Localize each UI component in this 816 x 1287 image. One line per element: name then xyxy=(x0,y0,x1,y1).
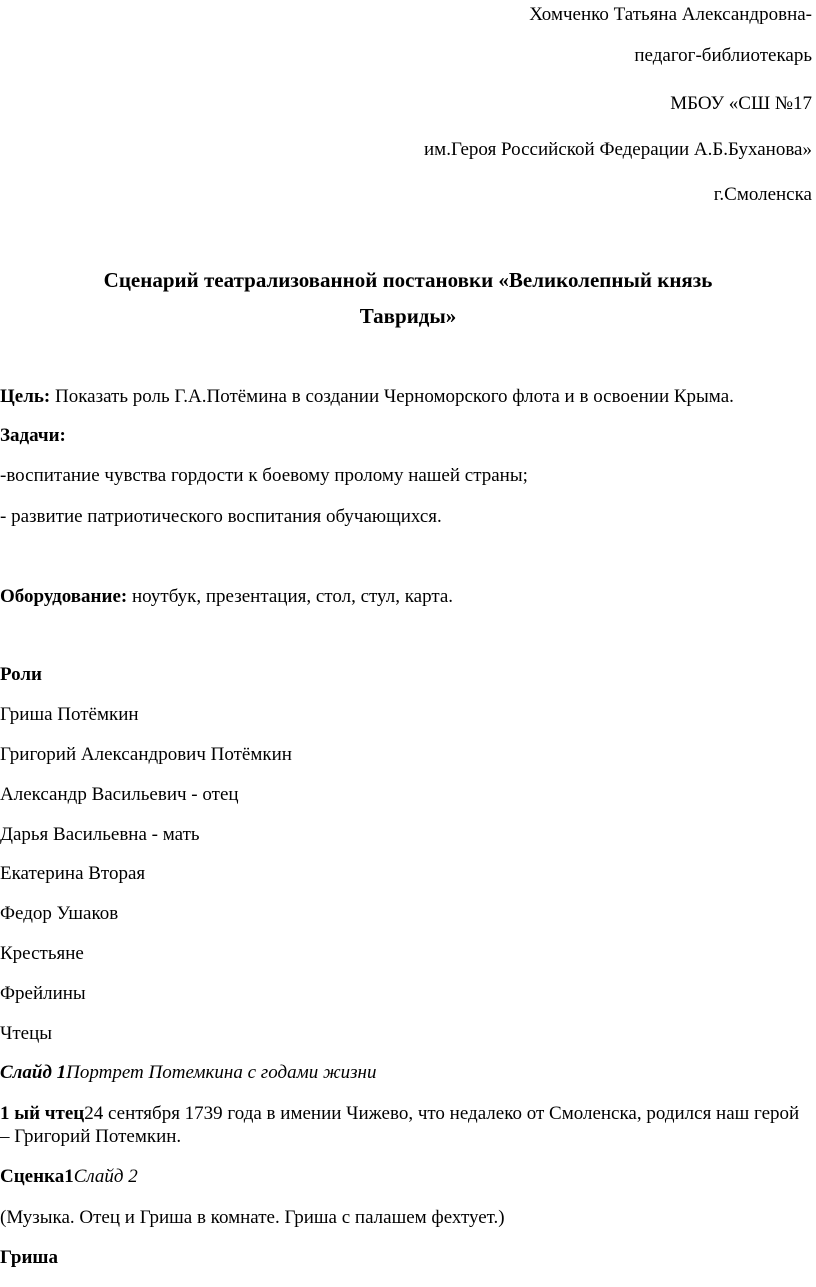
stage-direction: (Музыка. Отец и Гриша в комнате. Гриша с палашем фехтует.) xyxy=(0,1207,505,1228)
speaker-label: Гриша xyxy=(0,1247,58,1268)
header-named-after: им.Героя Российской Федерации А.Б.Буханова» xyxy=(424,139,812,160)
equipment-text: ноутбук, презентация, стол, стул, карта. xyxy=(127,586,454,607)
role-item: Федор Ушаков xyxy=(0,903,119,924)
equipment-label: Оборудование: xyxy=(0,586,128,607)
header-school: МБОУ «СШ №17 xyxy=(670,93,812,114)
role-item: Григорий Александрович Потёмкин xyxy=(0,744,292,765)
roles-label: Роли xyxy=(0,664,42,685)
goal-paragraph xyxy=(0,385,812,409)
tasks-label: Задачи: xyxy=(0,425,66,446)
document-title xyxy=(0,262,816,334)
header-city: г.Смоленска xyxy=(713,184,812,205)
title-line-2: Тавриды» xyxy=(359,304,457,328)
title-line-1: Сценарий театрализованной постановки «Великолепный князь xyxy=(103,268,713,292)
scene-1-label: Сценка1 xyxy=(0,1166,74,1187)
equipment-paragraph xyxy=(0,585,812,609)
slide-1-line xyxy=(0,1061,812,1085)
goal-label: Цель: xyxy=(0,386,51,407)
header-position: педагог-библиотекарь xyxy=(634,45,812,66)
role-item: Гриша Потёмкин xyxy=(0,704,139,725)
scene-1-slide: Слайд 2 xyxy=(73,1166,138,1187)
header-author: Хомченко Татьяна Александровна- xyxy=(529,4,812,25)
slide-1-label: Слайд 1 xyxy=(0,1062,67,1083)
goal-text: Показать роль Г.А.Потёмина в создании Черноморского флота и в освоении Крыма. xyxy=(50,386,734,407)
role-item: Екатерина Вторая xyxy=(0,863,146,884)
scene-1-line xyxy=(0,1165,812,1189)
task-item: - развитие патриотического воспитания обучающихся. xyxy=(0,506,442,527)
reader-1-text: 24 сентября 1739 года в имении Чижево, что недалеко от Смоленска, родился наш герой – Григорий Потемкин. xyxy=(0,1103,800,1147)
role-item: Чтецы xyxy=(0,1023,53,1044)
role-item: Александр Васильевич - отец xyxy=(0,784,239,805)
role-item: Крестьяне xyxy=(0,943,84,964)
role-item: Фрейлины xyxy=(0,983,86,1004)
reader-1-paragraph xyxy=(0,1102,800,1148)
slide-1-text: Портрет Потемкина с годами жизни xyxy=(66,1062,377,1083)
reader-1-label: 1 ый чтец xyxy=(0,1103,85,1124)
role-item: Дарья Васильевна - мать xyxy=(0,824,200,845)
task-item: -воспитание чувства гордости к боевому пролому нашей страны; xyxy=(0,465,528,486)
